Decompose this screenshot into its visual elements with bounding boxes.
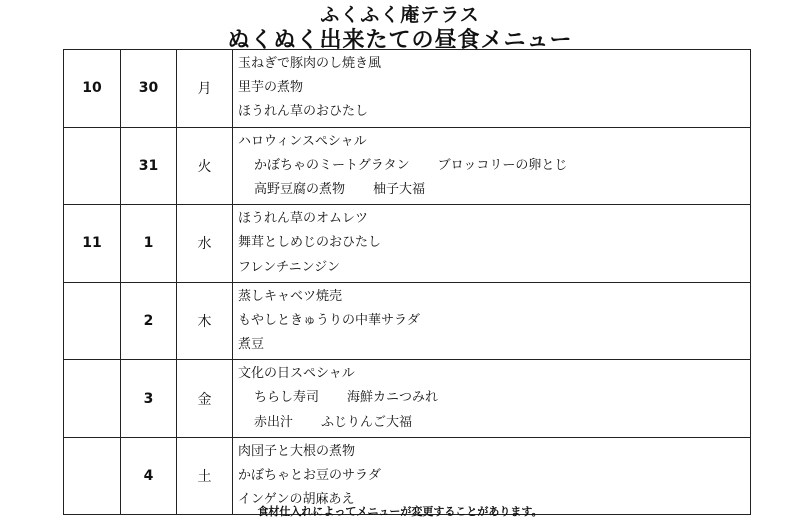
- dish-item: 舞茸としめじのおひたし: [238, 235, 382, 251]
- month-cell: 11: [64, 205, 121, 283]
- month-cell: [64, 360, 121, 438]
- menu-row: [64, 205, 751, 283]
- dish-list: [233, 127, 751, 205]
- menu-row: [64, 360, 751, 438]
- page-title: ふくふく庵テラス: [320, 4, 480, 26]
- day-cell: 4: [121, 437, 177, 515]
- dish-list: [233, 205, 751, 283]
- dish-list: [233, 282, 751, 360]
- dish-list: [233, 50, 751, 128]
- dish-item: 文化の日スペシャル: [238, 366, 355, 382]
- dish-list: [233, 360, 751, 438]
- dish-line: [238, 386, 750, 410]
- dish-item: インゲンの胡麻あえ: [238, 492, 355, 508]
- weekday-cell: 火: [177, 127, 233, 205]
- day-cell: 30: [121, 50, 177, 128]
- month-cell: [64, 282, 121, 360]
- weekday-cell: 金: [177, 360, 233, 438]
- dish-item: 柚子大福: [373, 181, 426, 197]
- menu-row: [64, 127, 751, 205]
- dish-item: ほうれん草のオムレツ: [238, 211, 369, 227]
- weekday-cell: 木: [177, 282, 233, 360]
- dish-item: ちらし寿司: [254, 390, 320, 406]
- month-cell: 10: [64, 50, 121, 128]
- dish-line: [238, 154, 750, 178]
- dish-item: 海鮮カニつみれ: [347, 390, 439, 406]
- dish-item: 煮豆: [238, 337, 265, 353]
- dish-item: かぼちゃのミートグラタン: [254, 157, 410, 173]
- day-cell: 3: [121, 360, 177, 438]
- weekday-cell: 土: [177, 437, 233, 515]
- dish-item: 玉ねぎで豚肉のし焼き風: [238, 56, 382, 71]
- menu-row: [64, 282, 751, 360]
- menu-row: [64, 50, 751, 128]
- dish-line: [238, 178, 750, 202]
- dish-item: 里芋の煮物: [238, 80, 304, 96]
- lunch-menu-table: [63, 49, 751, 515]
- dish-item: ブロッコリーの卵とじ: [437, 157, 568, 173]
- dish-item: ほうれん草のおひたし: [238, 104, 369, 120]
- month-cell: [64, 127, 121, 205]
- dish-item: 肉団子と大根の煮物: [238, 443, 356, 459]
- dish-item: ふじりんご大福: [321, 414, 413, 430]
- weekday-cell: 水: [177, 205, 233, 283]
- dish-item: もやしときゅうりの中華サラダ: [238, 312, 420, 328]
- dish-item: フレンチニンジン: [238, 259, 340, 275]
- menu-change-notice: 食材仕入れによってメニューが変更することがあります。: [257, 505, 543, 518]
- dish-item: 蒸しキャベツ焼売: [238, 288, 343, 304]
- day-cell: 2: [121, 282, 177, 360]
- dish-item: ハロウィンスペシャル: [238, 133, 367, 149]
- page-subtitle: ぬくぬく出来たての昼食メニュー: [227, 28, 573, 53]
- dish-item: 赤出汁: [254, 414, 294, 430]
- weekday-cell: 月: [177, 50, 233, 128]
- dish-item: かぼちゃとお豆のサラダ: [238, 468, 381, 483]
- day-cell: 31: [121, 127, 177, 205]
- dish-line: [238, 411, 750, 435]
- dish-item: 高野豆腐の煮物: [254, 181, 346, 197]
- day-cell: 1: [121, 205, 177, 283]
